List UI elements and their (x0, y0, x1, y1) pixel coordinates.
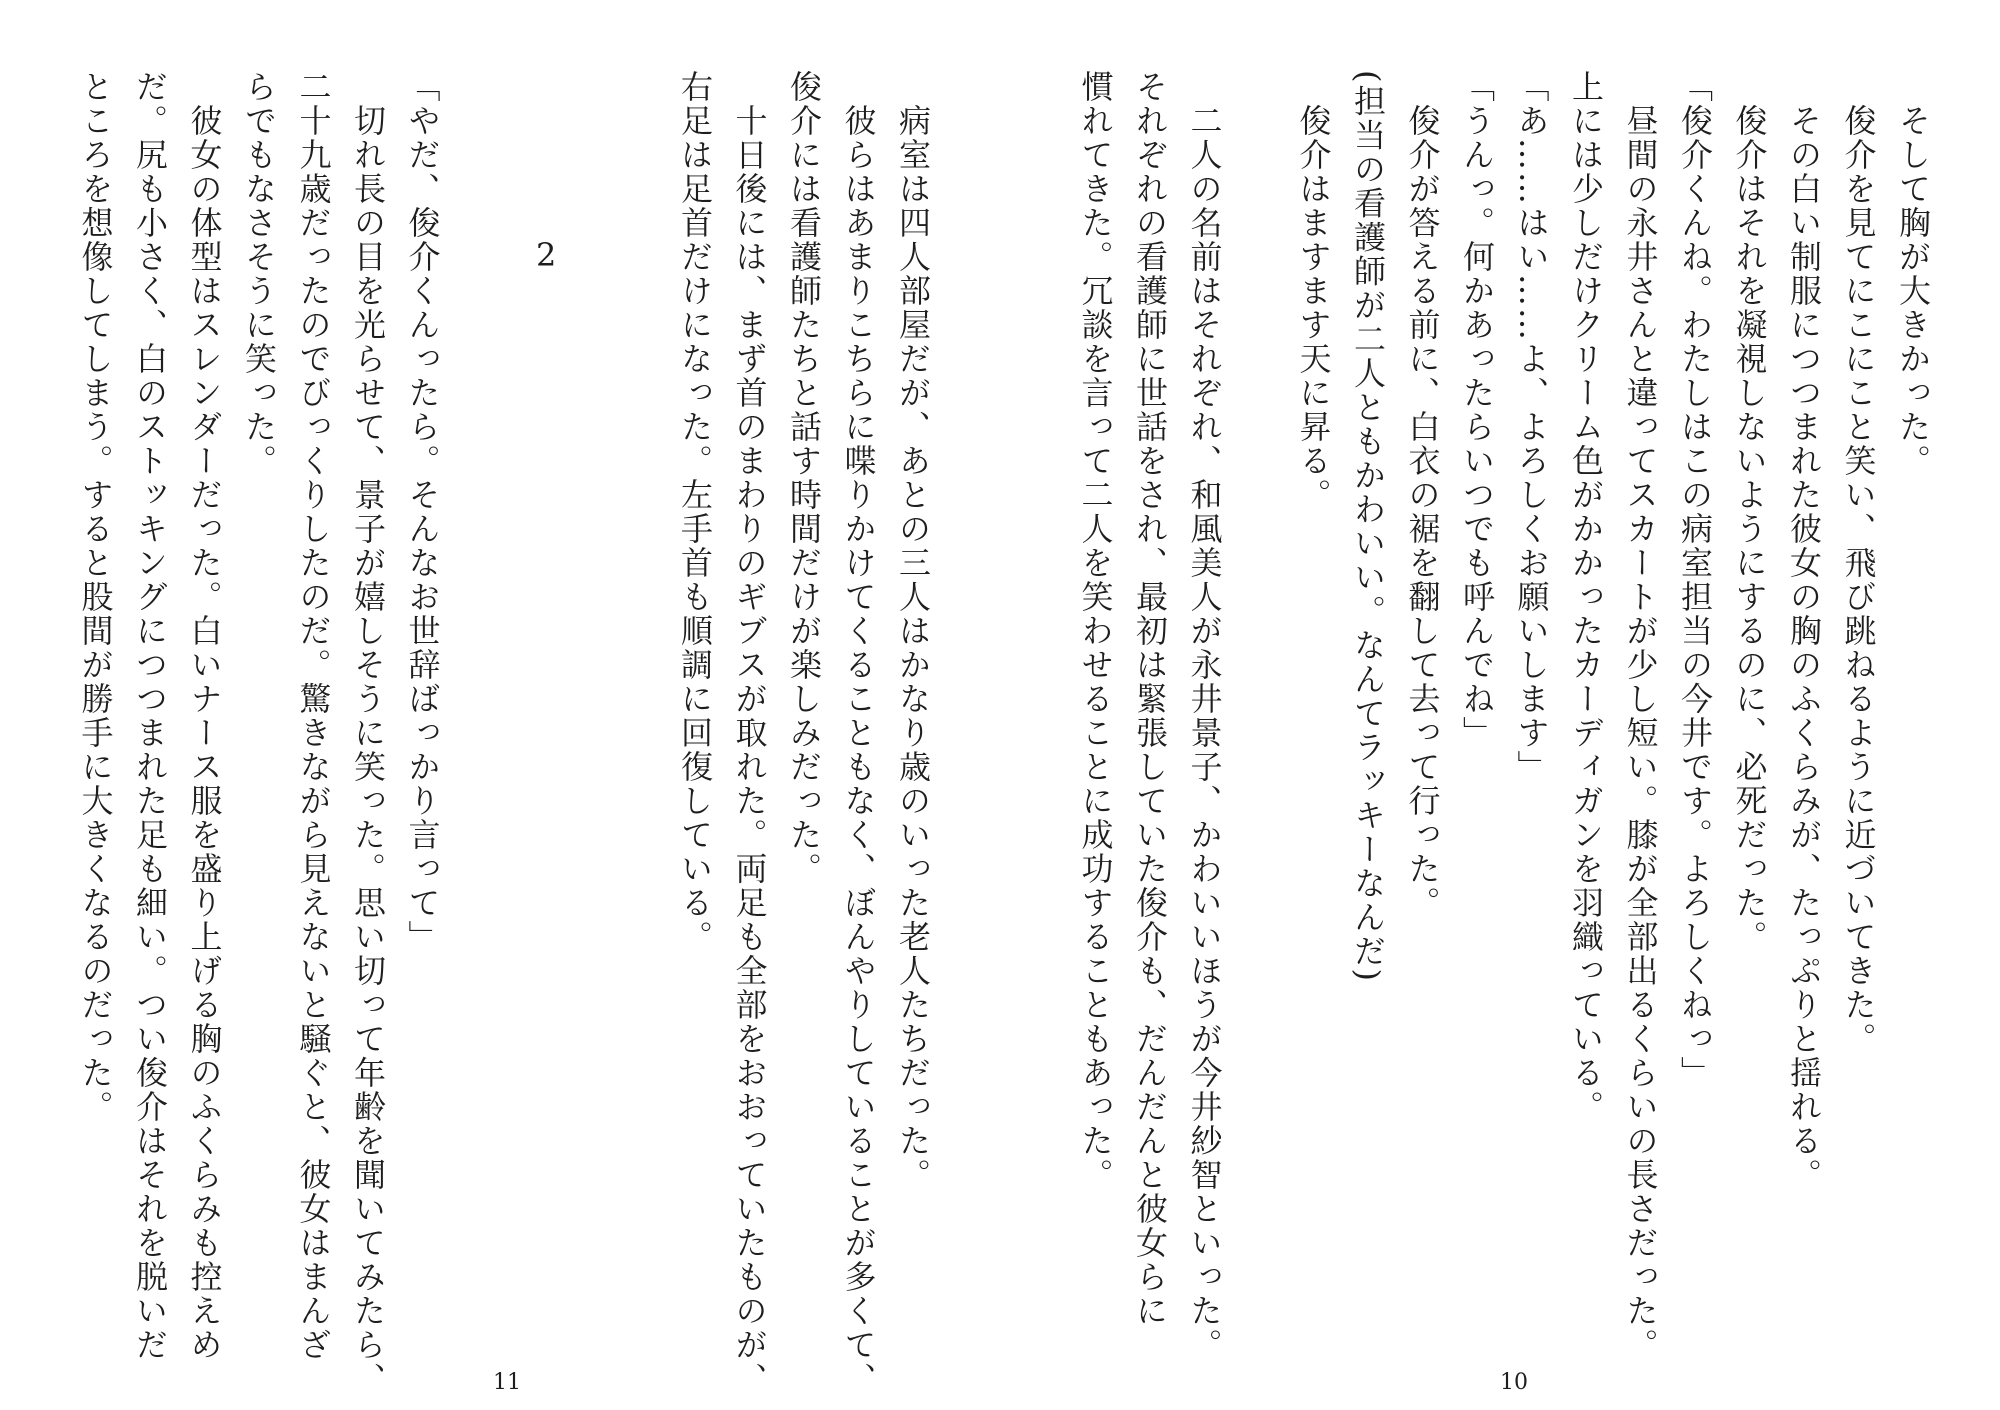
text-line: 上には少しだけクリーム色がかかったカーディガンを羽織っている。 (1567, 70, 1605, 1124)
text-line: その白い制服につつまれた彼女の胸のふくらみが、たっぷりと揺れる。 (1785, 70, 1823, 1192)
text-line: 右足は足首だけになった。左手首も順調に回復している。 (676, 70, 714, 954)
text-line: そして胸が大きかった。 (1894, 70, 1932, 478)
text-line: 「うんっ。何かあったらいつでも呼んでね」 (1458, 70, 1496, 750)
text-line: (担当の看護師が二人ともかわいい。なんてラッキーなんだ) (1349, 70, 1387, 983)
text-line: 彼らはあまりこちらに喋りかけてくることもなく、ぼんやりしていることが多くて、 (839, 70, 878, 1396)
text-line (613, 70, 668, 1360)
text-line: ところを想像してしまう。すると股間が勝手に大きくなるのだった。 (76, 70, 115, 1124)
text-line: 彼女の体型はスレンダーだった。白いナース服を盛り上げる胸のふくらみも控えめ (185, 70, 224, 1362)
text-line: 俊介はそれを凝視しないようにするのに、必死だった。 (1730, 70, 1769, 954)
text-line: 「やだ、俊介くんったら。そんなお世辞ばっかり言って」 (403, 70, 442, 954)
text-line: だ。尻も小さく、白のストッキングにつつまれた足も細い。つい俊介はそれを脱いだ (131, 70, 169, 1362)
text-line: 俊介を見てにこにこと笑い、飛び跳ねるように近づいてきた。 (1839, 70, 1878, 1056)
right-page-text (1068, 70, 1940, 1360)
text-line: 俊介はますます天に昇る。 (1294, 70, 1333, 512)
text-line: 俊介には看護師たちと話す時間だけが楽しみだった。 (785, 70, 823, 886)
text-line: 慣れてきた。冗談を言って二人を笑わせることに成功することもあった。 (1076, 70, 1115, 1192)
section-heading: 2 (536, 236, 557, 274)
text-line: 二人の名前はそれぞれ、和風美人が永井景子、かわいいほうが今井紗智といった。 (1185, 70, 1224, 1362)
text-line: 二十九歳だったのでびっくりしたのだ。驚きながら見えないと騒ぐと、彼女はまんざ (294, 70, 333, 1362)
text-line (559, 70, 614, 1360)
text-line: 病室は四人部屋だが、あとの三人はかなり歳のいった老人たちだった。 (894, 70, 932, 1192)
text-line: 切れ長の目を光らせて、景子が嬉しそうに笑った。思い切って年齢を聞いてみたら、 (349, 70, 387, 1396)
text-line: それぞれの看護師に世話をされ、最初は緊張していた俊介も、だんだんと彼女らに (1131, 70, 1169, 1328)
page-number-left: 11 (493, 1370, 521, 1395)
text-line: 「俊介くんね。わたしはこの病室担当の今井です。よろしくねっ」 (1676, 70, 1714, 1090)
text-line (450, 70, 505, 1360)
text-line: 昼間の永井さんと違ってスカートが少し短い。膝が全部出るくらいの長さだった。 (1621, 70, 1660, 1362)
page-number-right: 10 (1500, 1370, 1528, 1395)
text-line (1232, 70, 1287, 1360)
text-line: 俊介が答える前に、白衣の裾を翻して去って行った。 (1403, 70, 1442, 920)
text-line: 十日後には、まず首のまわりのギブスが取れた。両足も全部をおおっていたものが、 (730, 70, 769, 1396)
text-line: らでもなさそうに笑った。 (240, 70, 278, 478)
text-line: 「あ……はい……よ、よろしくお願いします」 (1512, 70, 1551, 784)
